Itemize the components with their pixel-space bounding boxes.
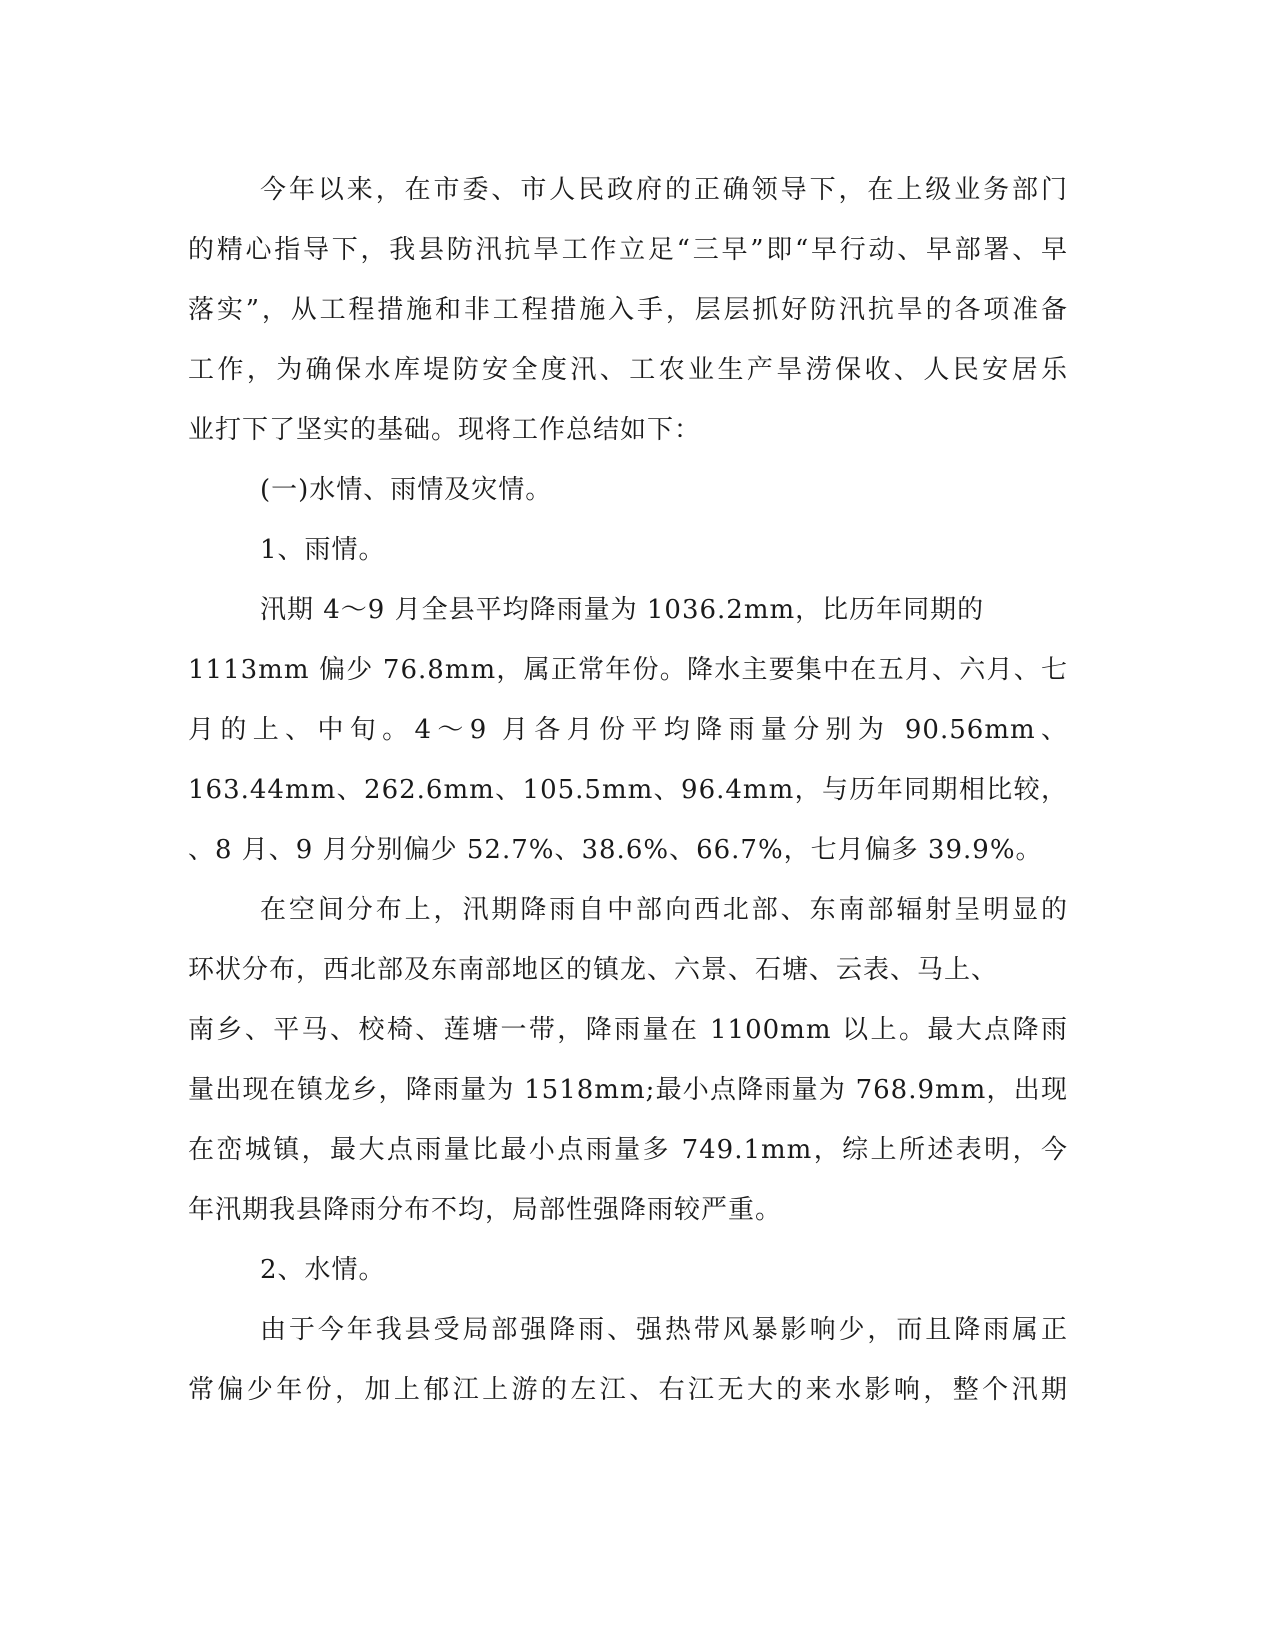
paragraph-rain-line-5: 、8 月、9 月分别偏少 52.7%、38.6%、66.7%，七月偏多 39.9%。 [188,835,1043,865]
paragraph-distribution-line-4: 量出现在镇龙乡，降雨量为 1518mm;最小点降雨量为 768.9mm，出现 [188,1075,1068,1105]
paragraph-intro-line-2: 的精心指导下，我县防汛抗旱工作立足“三早”即“早行动、早部署、早 [188,235,1068,265]
paragraph-distribution-line-1: 在空间分布上，汛期降雨自中部向西北部、东南部辐射呈明显的 [260,895,1068,925]
paragraph-rain-line-1: 汛期 4～9 月全县平均降雨量为 1036.2mm，比历年同期的 [260,595,985,625]
document-body [188,160,1068,1420]
paragraph-intro-line-3: 落实”，从工程措施和非工程措施入手，层层抓好防汛抗旱的各项准备 [188,295,1068,325]
paragraph-rain-line-2: 1113mm 偏少 76.8mm，属正常年份。降水主要集中在五月、六月、七 [188,655,1068,685]
subsection-heading-rain: 1、雨情。 [260,535,386,565]
paragraph-distribution-line-5: 在峦城镇，最大点雨量比最小点雨量多 749.1mm，综上所述表明，今 [188,1135,1068,1165]
paragraph-distribution-line-2: 环状分布，西北部及东南部地区的镇龙、六景、石塘、云表、马上、 [188,955,999,985]
paragraph-water-line-2: 常偏少年份，加上郁江上游的左江、右江无大的来水影响，整个汛期 [188,1375,1068,1405]
paragraph-intro-line-1: 今年以来，在市委、市人民政府的正确领导下，在上级业务部门 [260,175,1068,205]
paragraph-rain-line-3: 月的上、中旬。4～9 月各月份平均降雨量分别为 90.56mm、 [188,715,1068,745]
paragraph-rain-line-4: 163.44mm、262.6mm、105.5mm、96.4mm，与历年同期相比较， [188,775,1068,805]
subsection-heading-water: 2、水情。 [260,1255,386,1285]
paragraph-intro-line-5: 业打下了坚实的基础。现将工作总结如下： [188,415,702,445]
paragraph-distribution-line-3: 南乡、平马、校椅、莲塘一带，降雨量在 1100mm 以上。最大点降雨 [188,1015,1068,1045]
section-heading-1: (一)水情、雨情及灾情。 [260,475,553,505]
paragraph-water-line-1: 由于今年我县受局部强降雨、强热带风暴影响少，而且降雨属正 [260,1315,1068,1345]
paragraph-distribution-line-6: 年汛期我县降雨分布不均，局部性强降雨较严重。 [188,1195,783,1225]
paragraph-intro-line-4: 工作，为确保水库堤防安全度汛、工农业生产旱涝保收、人民安居乐 [188,355,1068,385]
